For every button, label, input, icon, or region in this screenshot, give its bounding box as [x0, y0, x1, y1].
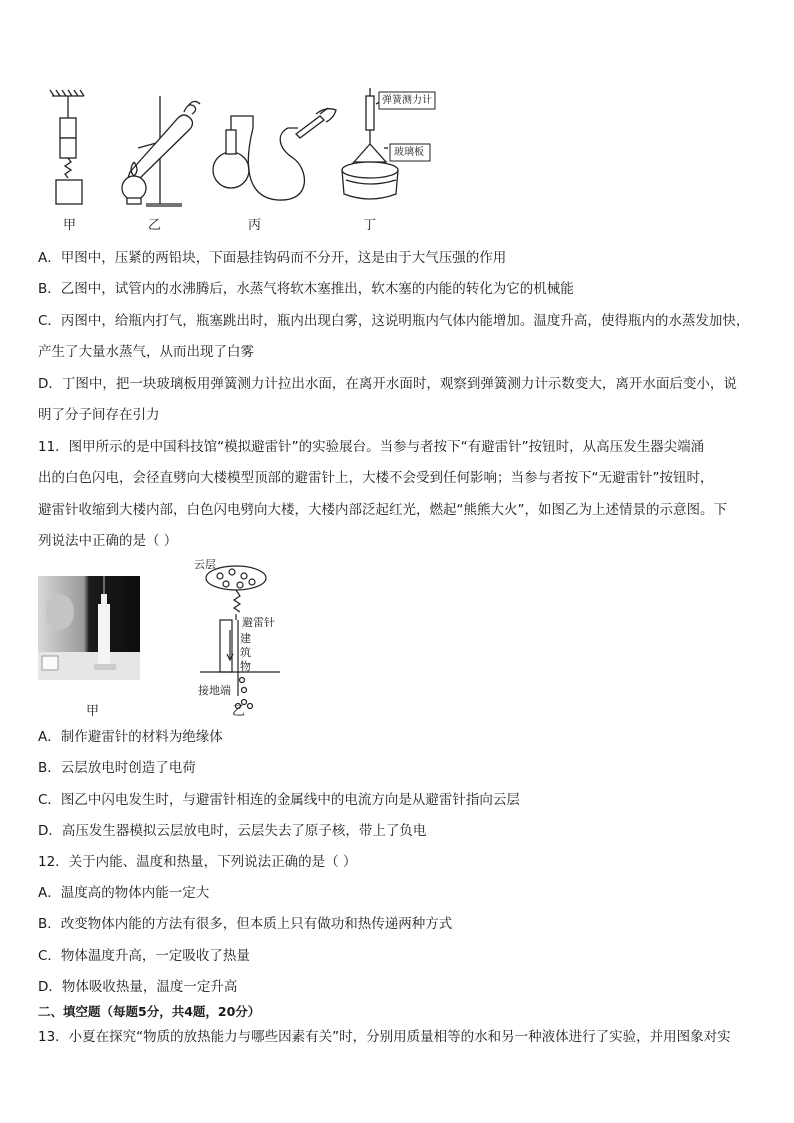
section-heading: 二、填空题（每题5分，共4题，20分）: [38, 1004, 261, 1019]
q10-option-b: B．乙图中，试管内的水沸腾后，水蒸气将软木塞推出，软木塞的内能的转化为它的机械能: [38, 281, 574, 297]
q10-option-d-cont: 明了分子间存在引力: [38, 407, 160, 423]
q11-diagram: [180, 556, 290, 718]
q11-option-c: C．图乙中闪电发生时，与避雷针相连的金属线中的电流方向是从避雷针指向云层: [38, 792, 520, 808]
lightning-rod-diagram: [180, 556, 290, 718]
q10-option-c-cont: 产生了大量水蒸气，从而出现了白雾: [38, 344, 254, 360]
q12-option-c: C．物体温度升高，一定吸收了热量: [38, 948, 250, 964]
cloud-label: 云层: [194, 558, 216, 571]
q11-stem-line-1: 11．图甲所示的是中国科技馆“模拟避雷针”的实验展台。当参与者按下“有避雷针”按钮时，从高压发生器尖端涌: [38, 439, 705, 455]
q12-option-b: B．改变物体内能的方法有很多，但本质上只有做功和热传递两种方式: [38, 916, 453, 932]
q11-option-a: A．制作避雷针的材料为绝缘体: [38, 729, 223, 745]
rod-label: 避雷针: [242, 616, 275, 629]
spring-scale-callout: 弹簧测力计: [382, 95, 432, 106]
q11-option-b: B．云层放电时创造了电荷: [38, 760, 196, 776]
building-label-3: 物: [240, 660, 251, 673]
q12-option-a: A．温度高的物体内能一定大: [38, 885, 210, 901]
building-label-2: 筑: [240, 646, 251, 659]
q10-option-d: D．丁图中，把一块玻璃板用弹簧测力计拉出水面，在离开水面时，观察到弹簧测力计示数变大，离开水面后变小，说: [38, 376, 737, 392]
q12-option-d: D．物体吸收热量，温度一定升高: [38, 979, 238, 995]
test-tube-drawing: [122, 96, 200, 206]
q10-option-a: A．甲图中，压紧的两铅块，下面悬挂钩码而不分开，这是由于大气压强的作用: [38, 250, 507, 266]
q11-label-jia: 甲: [86, 704, 100, 719]
flask-pump-drawing: [213, 108, 336, 200]
exhibit-photo: [38, 576, 140, 680]
fig-label-jia: 甲: [63, 218, 77, 233]
fig-label-yi: 乙: [148, 218, 162, 233]
q11-option-d: D．高压发生器模拟云层放电时，云层失去了原子核，带上了负电: [38, 823, 427, 839]
q11-photo: [38, 576, 140, 680]
fig-label-bing: 丙: [248, 218, 262, 233]
q11-stem-line-2: 出的白色闪电，会径直劈向大楼模型顶部的避雷针上，大楼不会受到任何影响；当参与者按下“无避雷针”按钮时，: [38, 470, 714, 486]
q11-stem-line-3: 避雷针收缩到大楼内部，白色闪电劈向大楼，大楼内部泛起红光，燃起“熊熊大火”，如图乙为上述情景的示意图。下: [38, 502, 727, 518]
q12-stem: 12．关于内能、温度和热量，下列说法正确的是（ ）: [38, 854, 357, 870]
glass-plate-callout: 玻璃板: [394, 147, 424, 158]
q10-option-c: C．丙图中，给瓶内打气，瓶塞跳出时，瓶内出现白雾，这说明瓶内气体内能增加。温度升高，使得瓶内的水蒸发加快，: [38, 313, 750, 329]
building-label-1: 建: [240, 632, 251, 645]
q13-stem: 13．小夏在探究“物质的放热能力与哪些因素有关”时，分别用质量相等的水和另一种液体进行了实验，并用图象对实: [38, 1029, 731, 1045]
fig-label-ding: 丁: [363, 218, 377, 233]
q11-stem-line-4: 列说法中正确的是（ ）: [38, 533, 178, 549]
lead-blocks-drawing: [50, 90, 84, 204]
q11-label-yi: 乙: [232, 704, 246, 719]
ground-label: 接地端: [198, 684, 231, 697]
q10-figure-row: [38, 88, 458, 238]
